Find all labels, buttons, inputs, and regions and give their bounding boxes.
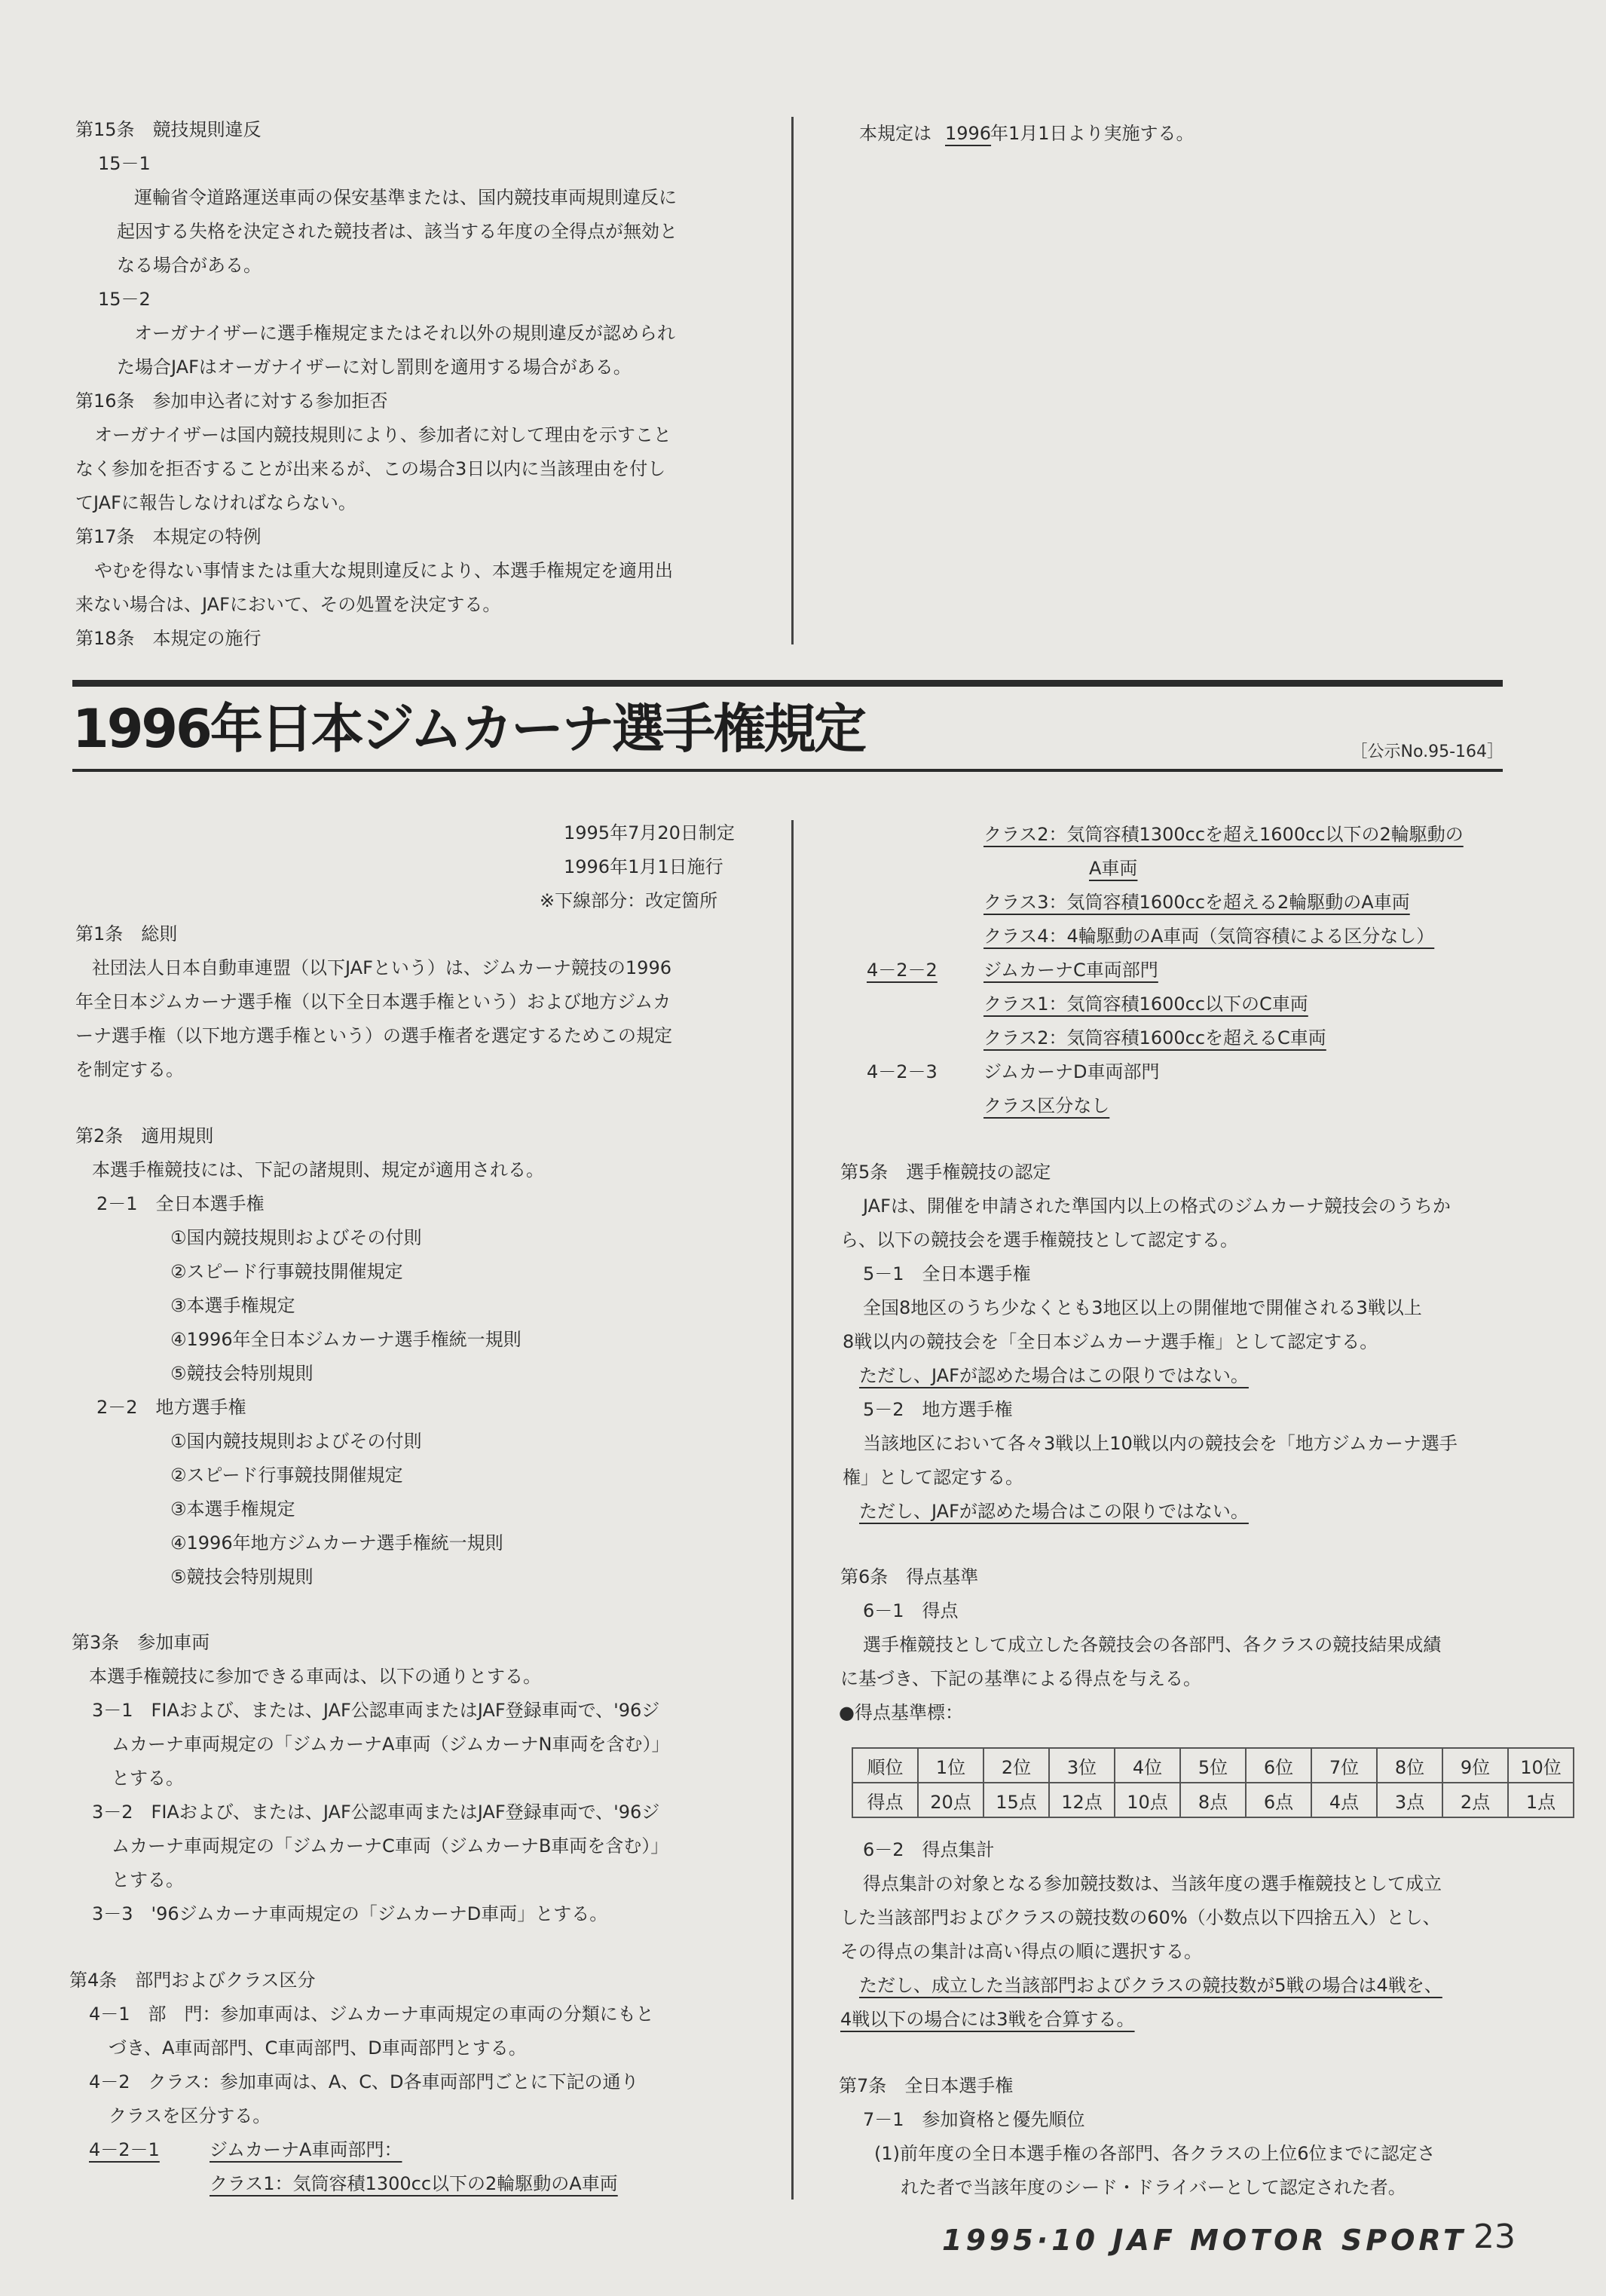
text-line: 第5条 選手権競技の認定 bbox=[840, 1162, 1051, 1183]
text-line: ムカーナ車両規定の「ジムカーナC車両（ジムカーナB車両を含む）」 bbox=[112, 1835, 669, 1857]
text-line: クラス1：気筒容積1600cc以下のC車両 bbox=[983, 993, 1308, 1015]
score-table-cell: 9位 bbox=[1442, 1748, 1508, 1783]
text-line: 年1月1日より実施する。 bbox=[990, 123, 1195, 144]
text-line: ただし、成立した当該部門およびクラスの競技数が5戦の場合は4戦を、 bbox=[859, 1975, 1442, 1996]
score-table-cell: 得点 bbox=[852, 1783, 918, 1817]
text-line: 第18条 本規定の施行 bbox=[75, 628, 262, 649]
text-line: やむを得ない事情または重大な規則違反により、本選手権規定を適用出 bbox=[94, 560, 673, 581]
text-line: 第1条 総則 bbox=[75, 923, 178, 944]
text-line: (1)前年度の全日本選手権の各部門、各クラスの上位6位までに認定さ bbox=[874, 2143, 1436, 2164]
text-line: 第17条 本規定の特例 bbox=[75, 526, 262, 547]
score-table-cell: 順位 bbox=[852, 1748, 918, 1783]
text-line: 選手権競技として成立した各競技会の各部門、各クラスの競技結果成績 bbox=[863, 1634, 1442, 1655]
text-line: 2－2 地方選手権 bbox=[96, 1397, 246, 1418]
text-line: ただし、JAFが認めた場合はこの限りではない。 bbox=[859, 1365, 1249, 1386]
text-line: 2－1 全日本選手権 bbox=[96, 1193, 265, 1214]
score-table-cell: 10位 bbox=[1508, 1748, 1574, 1783]
text-line: ジムカーナC車両部門 bbox=[983, 960, 1158, 981]
score-table-point-row bbox=[852, 1783, 1574, 1817]
text-line: 4－2 クラス：参加車両は、A、C、D各車両部門ごとに下記の通り bbox=[89, 2071, 639, 2092]
score-table-cell: 8位 bbox=[1377, 1748, 1442, 1783]
title-rule-top bbox=[72, 680, 1503, 687]
text-line: ④1996年全日本ジムカーナ選手権統一規則 bbox=[170, 1329, 522, 1350]
text-line: その得点の集計は高い得点の順に選択する。 bbox=[840, 1941, 1202, 1962]
text-line: 第4条 部門およびクラス区分 bbox=[69, 1970, 316, 1991]
text-line: ※下線部分：改定箇所 bbox=[540, 890, 718, 911]
text-line: ③本選手権規定 bbox=[170, 1295, 295, 1316]
text-line: 第3条 参加車両 bbox=[72, 1632, 210, 1653]
text-line: 4－2－2 bbox=[867, 960, 938, 981]
column-divider-bottom bbox=[791, 820, 794, 2200]
text-line: 4戦以下の場合には3戦を合算する。 bbox=[840, 2009, 1135, 2030]
text-line: クラス1：気筒容積1300cc以下の2輪駆動のA車両 bbox=[210, 2173, 618, 2194]
text-line: 権」として認定する。 bbox=[843, 1467, 1023, 1488]
score-table-cell: 8点 bbox=[1180, 1783, 1246, 1817]
text-line: 7－1 参加資格と優先順位 bbox=[863, 2109, 1085, 2130]
text-line: た場合JAFはオーガナイザーに対し罰則を適用する場合がある。 bbox=[117, 357, 632, 378]
text-line: クラス区分なし bbox=[983, 1095, 1110, 1116]
text-line: 4－1 部 門：参加車両は、ジムカーナ車両規定の車両の分類にもと bbox=[89, 2004, 654, 2025]
text-line: A車両 bbox=[1089, 858, 1138, 879]
text-line: オーガナイザーに選手権規定またはそれ以外の規則違反が認められ bbox=[134, 323, 675, 344]
text-line: ③本選手権規定 bbox=[170, 1499, 295, 1520]
score-table-cell: 6点 bbox=[1246, 1783, 1311, 1817]
score-table-cell: 1点 bbox=[1508, 1783, 1574, 1817]
score-table-cell: 2点 bbox=[1442, 1783, 1508, 1817]
text-line: 第6条 得点基準 bbox=[840, 1566, 979, 1587]
text-line: づき、A車両部門、C車両部門、D車両部門とする。 bbox=[109, 2037, 527, 2059]
text-line: した当該部門およびクラスの競技数の60%（小数点以下四捨五入）とし、 bbox=[840, 1907, 1441, 1928]
score-table-cell: 7位 bbox=[1311, 1748, 1377, 1783]
text-line: 運輸省令道路運送車両の保安基準または、国内競技車両規則違反に bbox=[134, 187, 677, 208]
score-table-cell: 4点 bbox=[1311, 1783, 1377, 1817]
text-line: ②スピード行事競技開催規定 bbox=[170, 1261, 403, 1282]
score-table-cell: 1位 bbox=[918, 1748, 983, 1783]
score-table-cell: 2位 bbox=[983, 1748, 1049, 1783]
score-table-cell: 4位 bbox=[1115, 1748, 1180, 1783]
text-line: 3－1 FIAおよび、または、JAF公認車両またはJAF登録車両で、'96ジ bbox=[92, 1700, 660, 1721]
text-line: ただし、JAFが認めた場合はこの限りではない。 bbox=[859, 1501, 1249, 1522]
text-line: 15－2 bbox=[98, 289, 151, 310]
text-line: 第15条 競技規則違反 bbox=[75, 119, 262, 140]
text-line: 来ない場合は、JAFにおいて、その処置を決定する。 bbox=[75, 594, 501, 615]
text-line: 1996 bbox=[945, 123, 992, 144]
text-line: 全国8地区のうち少なくとも3地区以上の開催地で開催される3戦以上 bbox=[863, 1297, 1422, 1318]
text-line: 4－2－1 bbox=[89, 2139, 160, 2160]
text-line: ①国内競技規則およびその付則 bbox=[170, 1227, 422, 1248]
text-line: 第2条 適用規則 bbox=[75, 1125, 214, 1146]
text-line: 3－2 FIAおよび、または、JAF公認車両またはJAF登録車両で、'96ジ bbox=[92, 1802, 660, 1823]
text-line: ジムカーナD車両部門 bbox=[983, 1061, 1160, 1082]
text-line: てJAFに報告しなければならない。 bbox=[75, 492, 356, 513]
text-line: 1996年1月1日施行 bbox=[564, 856, 723, 877]
text-line: れた者で当該年度のシード・ドライバーとして認定された者。 bbox=[901, 2177, 1406, 2198]
score-table-cell: 6位 bbox=[1246, 1748, 1311, 1783]
text-line: ムカーナ車両規定の「ジムカーナA車両（ジムカーナN車両を含む）」 bbox=[112, 1734, 670, 1755]
text-line: 第7条 全日本選手権 bbox=[839, 2075, 1014, 2096]
notice-number: ［公示No.95-164］ bbox=[1351, 742, 1504, 761]
text-line: JAFは、開催を申請された準国内以上の格式のジムカーナ競技会のうちか bbox=[863, 1195, 1451, 1217]
text-line: クラス2：気筒容積1600ccを超えるC車両 bbox=[983, 1027, 1326, 1049]
text-line: 6－2 得点集計 bbox=[863, 1839, 995, 1860]
text-line: ●得点基準標： bbox=[839, 1702, 963, 1723]
text-line: 1995年7月20日制定 bbox=[564, 822, 735, 843]
text-line: 起因する失格を決定された競技者は、該当する年度の全得点が無効と bbox=[117, 221, 678, 242]
text-line: 5－2 地方選手権 bbox=[863, 1399, 1013, 1420]
text-line: 4－2－3 bbox=[867, 1061, 938, 1082]
text-line: 本選手権競技には、下記の諸規則、規定が適用される。 bbox=[92, 1159, 544, 1180]
text-line: 3－3 '96ジムカーナ車両規定の「ジムカーナD車両」とする。 bbox=[92, 1903, 608, 1924]
text-line: クラス4：4輪駆動のA車両（気筒容積による区分なし） bbox=[983, 926, 1435, 947]
footer-magazine: 1995·10 JAF MOTOR SPORT bbox=[942, 2224, 1467, 2257]
text-line: オーガナイザーは国内競技規則により、参加者に対して理由を示すこと bbox=[94, 424, 671, 445]
score-table bbox=[852, 1747, 1574, 1818]
text-line: とする。 bbox=[112, 1869, 184, 1890]
text-line: 15－1 bbox=[98, 153, 151, 174]
score-table-cell: 5位 bbox=[1180, 1748, 1246, 1783]
text-line: に基づき、下記の基準による得点を与える。 bbox=[840, 1668, 1202, 1689]
text-line: 第16条 参加申込者に対する参加拒否 bbox=[75, 390, 388, 412]
text-line: なる場合がある。 bbox=[117, 255, 262, 276]
title-rule-bottom bbox=[72, 769, 1503, 772]
text-line: を制定する。 bbox=[75, 1059, 184, 1080]
text-line: 本選手権競技に参加できる車両は、以下の通りとする。 bbox=[89, 1666, 541, 1687]
text-line: 当該地区において各々3戦以上10戦以内の競技会を「地方ジムカーナ選手 bbox=[863, 1433, 1458, 1454]
column-divider-top bbox=[791, 117, 794, 644]
text-line: ①国内競技規則およびその付則 bbox=[170, 1431, 422, 1452]
score-table-cell: 10点 bbox=[1115, 1783, 1180, 1817]
score-table-cell: 3点 bbox=[1377, 1783, 1442, 1817]
text-line: クラスを区分する。 bbox=[109, 2105, 271, 2126]
text-line: なく参加を拒否することが出来るが、この場合3日以内に当該理由を付し bbox=[75, 458, 666, 479]
text-line: ②スピード行事競技開催規定 bbox=[170, 1465, 403, 1486]
score-table-cell: 20点 bbox=[918, 1783, 983, 1817]
text-line: 本規定は bbox=[859, 123, 931, 144]
text-line: ジムカーナA車両部門： bbox=[210, 2139, 402, 2160]
text-line: クラス3：気筒容積1600ccを超える2輪駆動のA車両 bbox=[983, 892, 1410, 913]
page-title: 1996年日本ジムカーナ選手権規定 bbox=[72, 698, 865, 760]
score-table-cell: 3位 bbox=[1049, 1748, 1115, 1783]
page-number: 23 bbox=[1473, 2218, 1516, 2256]
score-table-rank-row bbox=[852, 1748, 1574, 1783]
text-line: 8戦以内の競技会を「全日本ジムカーナ選手権」として認定する。 bbox=[843, 1331, 1378, 1352]
text-line: ⑤競技会特別規則 bbox=[170, 1363, 314, 1384]
text-line: 得点集計の対象となる参加競技数は、当該年度の選手権競技として成立 bbox=[863, 1873, 1442, 1894]
text-line: 社団法人日本自動車連盟（以下JAFという）は、ジムカーナ競技の1996 bbox=[92, 957, 671, 978]
text-line: とする。 bbox=[112, 1768, 184, 1789]
text-line: ④1996年地方ジムカーナ選手権統一規則 bbox=[170, 1532, 503, 1554]
text-line: ⑤競技会特別規則 bbox=[170, 1566, 314, 1587]
text-line: ら、以下の競技会を選手権競技として認定する。 bbox=[840, 1229, 1238, 1251]
text-line: 年全日本ジムカーナ選手権（以下全日本選手権という）および地方ジムカ bbox=[75, 991, 671, 1012]
text-line: クラス2：気筒容積1300ccを超え1600cc以下の2輪駆動の bbox=[983, 824, 1464, 845]
text-line: 5－1 全日本選手権 bbox=[863, 1263, 1031, 1284]
score-table-cell: 12点 bbox=[1049, 1783, 1115, 1817]
text-line: 6－1 得点 bbox=[863, 1600, 959, 1621]
text-line: ーナ選手権（以下地方選手権という）の選手権者を選定するためこの規定 bbox=[75, 1025, 672, 1046]
score-table-cell: 15点 bbox=[983, 1783, 1049, 1817]
